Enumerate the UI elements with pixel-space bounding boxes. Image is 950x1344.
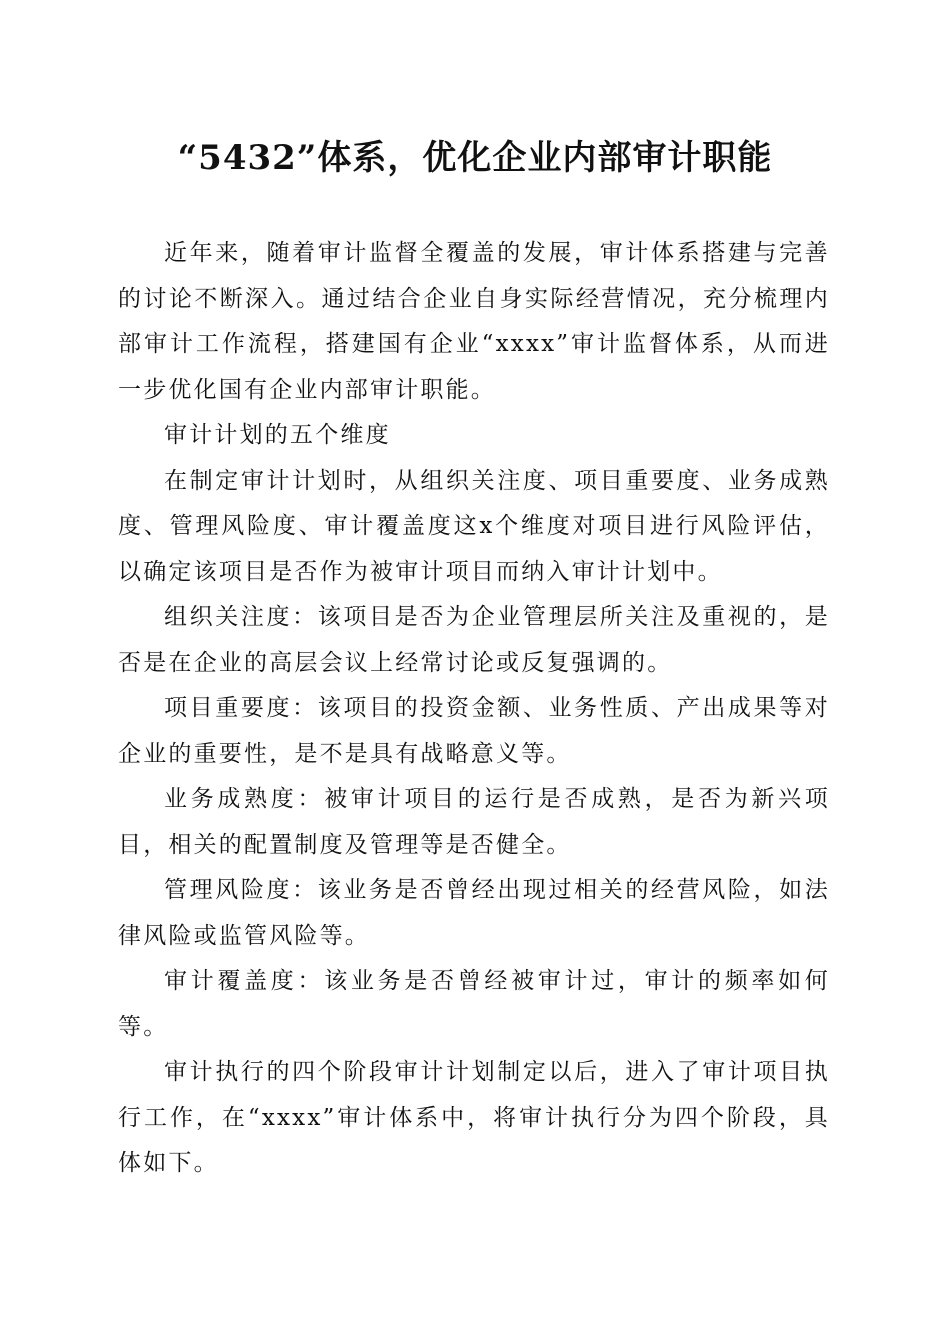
paragraph-audit-coverage: 审计覆盖度：该业务是否曾经被审计过，审计的频率如何等。 bbox=[118, 968, 830, 1040]
document-body bbox=[118, 231, 830, 1187]
paragraph-plan-dimensions: 在制定审计计划时，从组织关注度、项目重要度、业务成熟度、管理风险度、审计覆盖度这x个维度对项目进行风险评估，以确定该项目是否作为被审计项目而纳入审计计划中。 bbox=[118, 467, 830, 585]
section-heading-audit-plan-dimensions: 审计计划的五个维度 bbox=[164, 422, 391, 448]
paragraph-audit-execution: 审计执行的四个阶段审计计划制定以后，进入了审计项目执行工作，在“xxxx”审计体系中，将审计执行分为四个阶段，具体如下。 bbox=[118, 1059, 830, 1176]
paragraph-project-importance: 项目重要度：该项目的投资金额、业务性质、产出成果等对企业的重要性，是不是具有战略意义等。 bbox=[118, 695, 830, 767]
paragraph-management-risk: 管理风险度：该业务是否曾经出现过相关的经营风险，如法律风险或监管风险等。 bbox=[118, 877, 830, 949]
paragraph-org-attention: 组织关注度：该项目是否为企业管理层所关注及重视的，是否是在企业的高层会议上经常讨论或反复强调的。 bbox=[118, 604, 830, 676]
document-title: “5432”体系，优化企业内部审计职能 bbox=[177, 138, 773, 178]
paragraph-intro: 近年来，随着审计监督全覆盖的发展，审计体系搭建与完善的讨论不断深入。通过结合企业自身实际经营情况，充分梳理内部审计工作流程，搭建国有企业“xxxx”审计监督体系，从而进一步优化国有企业内部审计职能。 bbox=[118, 240, 830, 403]
paragraph-business-maturity: 业务成熟度：被审计项目的运行是否成熟，是否为新兴项目，相关的配置制度及管理等是否健全。 bbox=[118, 786, 830, 858]
